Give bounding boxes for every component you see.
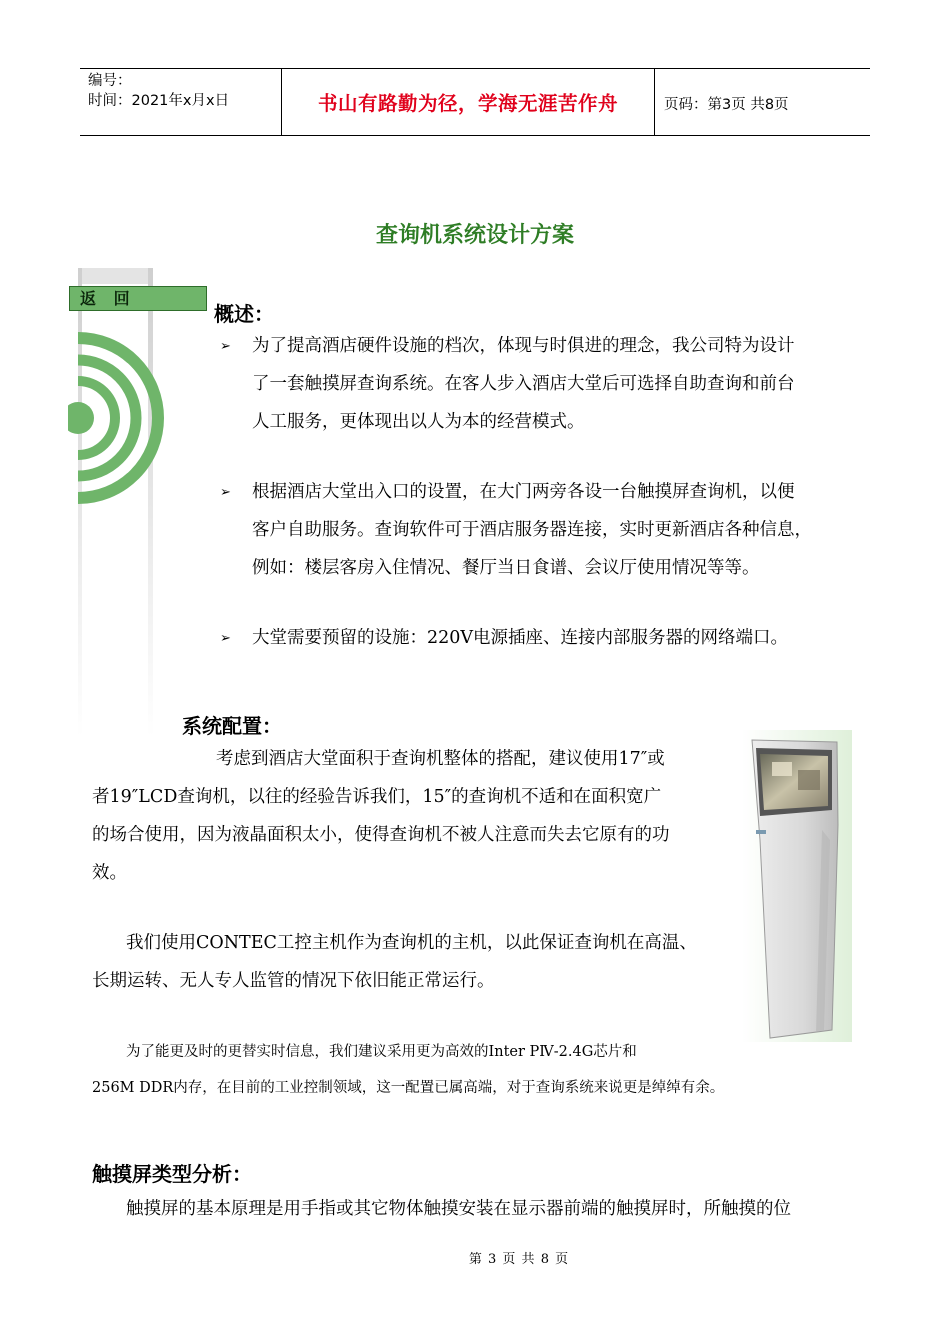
config-heading: 系统配置： bbox=[182, 714, 282, 738]
bullet-arrow-icon: ➢ bbox=[220, 339, 231, 354]
header-motto: 书山有路勤为径，学海无涯苦作舟 bbox=[317, 92, 618, 115]
back-button[interactable]: 返 回 bbox=[69, 286, 207, 311]
config-paragraph-3: 为了能更及时的更替实时信息，我们建议采用更为高效的Inter PⅣ-2.4G芯片和 256M DDR内存，在目前的工业控制领域，这一配置已属高端，对于查询系统来说更是绰绰有余。 bbox=[92, 1044, 725, 1096]
header-divider bbox=[654, 68, 655, 136]
time-label: 时间：2021年x月x日 bbox=[88, 93, 230, 109]
header-bottom-rule bbox=[80, 135, 870, 136]
overview-heading: 概述： bbox=[214, 302, 274, 326]
page-title: 查询机系统设计方案 bbox=[375, 223, 574, 248]
decorative-arcs-graphic bbox=[68, 268, 164, 738]
bullet-arrow-icon: ➢ bbox=[220, 485, 231, 500]
touch-heading: 触摸屏类型分析： bbox=[92, 1162, 252, 1186]
config-paragraph-1: 考虑到酒店大堂面积于查询机整体的搭配，建议使用17″或 者19″LCD查询机，以往的经验告诉我们，15″的查询机不适和在面积宽广 的场合使用，因为液晶面积太小，使得查询机不被人注意而失去它原有的功 效。 bbox=[92, 749, 670, 883]
header-top-rule bbox=[80, 68, 870, 69]
overview-bullet-1: 为了提高酒店硬件设施的档次，体现与时俱进的理念，我公司特为设计 了一套触摸屏查询系统。在客人步入酒店大堂后可选择自助查询和前台 人工服务，更体现出以人为本的经营模式。 bbox=[252, 336, 795, 432]
header-meta bbox=[88, 71, 229, 111]
bullet-arrow-icon: ➢ bbox=[220, 631, 231, 646]
header-page-code: 页码：第3页 共8页 bbox=[664, 97, 789, 113]
overview-bullet-2: 根据酒店大堂出入口的设置，在大门两旁各设一台触摸屏查询机，以便 客户自助服务。查询软件可于酒店服务器连接，实时更新酒店各种信息， 例如：楼层客房入住情况、餐厅当日食谱、会议厅使用情况等等。 bbox=[252, 482, 812, 578]
overview-bullet-3: 大堂需要预留的设施：220V电源插座、连接内部服务器的网络端口。 bbox=[252, 628, 789, 648]
touch-paragraph: 触摸屏的基本原理是用手指或其它物体触摸安装在显示器前端的触摸屏时，所触摸的位 bbox=[126, 1199, 791, 1219]
config-paragraph-2: 我们使用CONTEC工控主机作为查询机的主机，以此保证查询机在高温、 长期运转、无人专人监管的情况下依旧能正常运行。 bbox=[92, 933, 697, 991]
kiosk-image bbox=[742, 730, 852, 1042]
page-footer: 第 3 页 共 8 页 bbox=[468, 1252, 570, 1267]
number-label: 编号： bbox=[88, 73, 132, 89]
